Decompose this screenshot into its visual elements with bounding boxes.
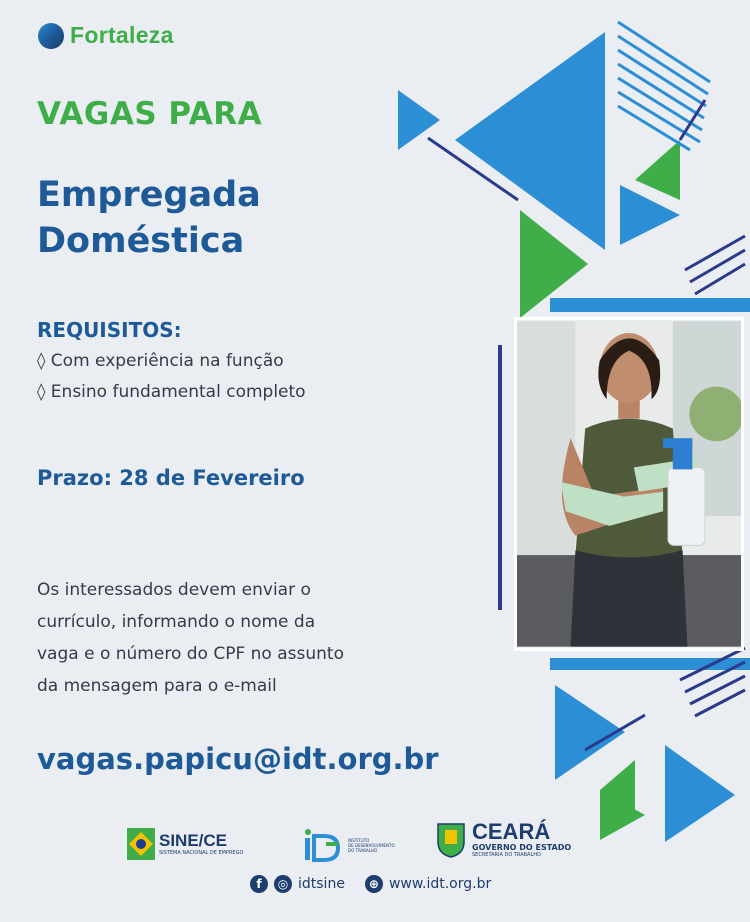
idt-logo — [304, 828, 395, 862]
instructions-line: currículo, informando o nome da — [37, 612, 316, 632]
job-kicker: VAGAS PARA — [37, 96, 263, 132]
idt-logo-text: INSTITUTO — [348, 837, 370, 843]
state-coat-of-arms-icon — [436, 820, 466, 858]
requirement-item: ◊ Com experiência na função — [37, 351, 284, 371]
sine-ce-logo — [127, 828, 243, 860]
sine-logo-text: SINE/CE — [159, 831, 228, 850]
instructions-line: vaga e o número do CPF no assunto — [37, 644, 344, 664]
requirement-item: ◊ Ensino fundamental completo — [37, 382, 306, 402]
ceara-logo-subtext: GOVERNO DO ESTADO — [472, 842, 572, 852]
job-title — [37, 172, 261, 264]
green-triangle-2 — [635, 140, 680, 200]
deadline: Prazo: 28 de Fevereiro — [37, 466, 305, 490]
website-link[interactable]: www.idt.org.br — [388, 876, 492, 892]
job-title-line1: Empregada — [37, 175, 261, 215]
woman-with-cleaning-spray-photo — [514, 317, 744, 651]
instructions-line: da mensagem para o e-mail — [37, 676, 277, 696]
ceara-government-logo — [436, 820, 571, 858]
sine-logo-subtext: SISTEMA NACIONAL DE EMPREGO — [159, 850, 244, 856]
social-handle[interactable]: idtsine — [298, 876, 345, 892]
idt-logo-text: DE DESENVOLVIMENTO — [348, 842, 395, 848]
requirements-heading: REQUISITOS: — [37, 318, 182, 342]
stripes-top — [618, 22, 710, 150]
job-title-line2: Doméstica — [37, 221, 245, 261]
location-label: Fortaleza — [70, 22, 174, 48]
ceara-logo-subtext2: SECRETARIA DO TRABALHO — [472, 851, 541, 858]
facebook-icon[interactable]: f — [250, 875, 268, 893]
location-dot-icon — [38, 23, 64, 49]
idt-logo-text: DO TRABALHO — [348, 847, 378, 853]
blue-triangle-large — [455, 32, 605, 250]
ceara-logo-text: CEARÁ — [472, 818, 551, 844]
social-footer — [250, 875, 491, 893]
application-instructions — [37, 574, 387, 702]
globe-icon: ⊕ — [365, 875, 383, 893]
location-header — [38, 22, 174, 49]
instructions-line: Os interessados devem enviar o — [37, 580, 311, 600]
contact-email[interactable]: vagas.papicu@idt.org.br — [37, 742, 439, 776]
requirements-list — [37, 346, 306, 408]
brazil-flag-icon — [127, 828, 155, 860]
idt-logo-mark — [304, 828, 344, 862]
instagram-icon[interactable]: ◎ — [274, 875, 292, 893]
